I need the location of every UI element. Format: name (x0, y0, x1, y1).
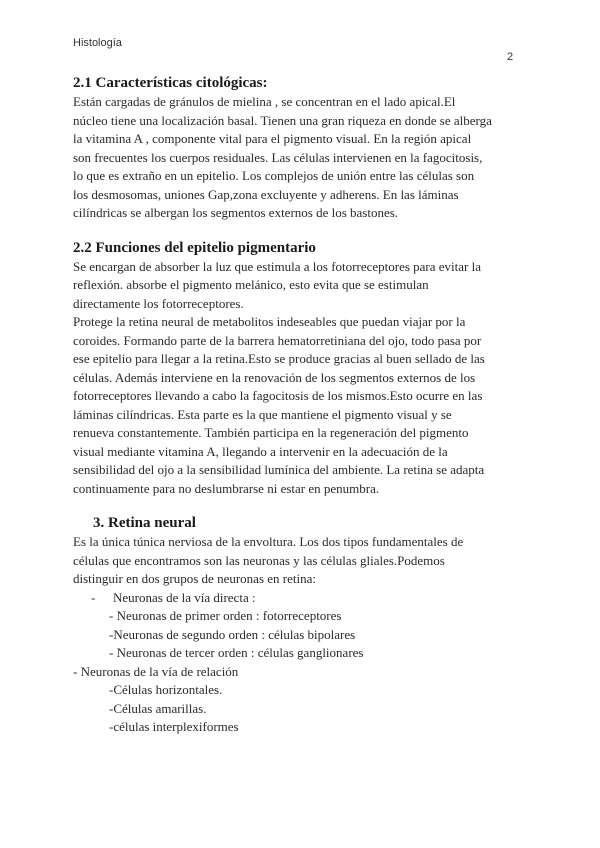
sub-list-item: -células interplexiformes (109, 719, 239, 734)
section-heading: 3. Retina neural (93, 515, 196, 531)
text-line: son frecuentes los cuerpos residuales. Las células intervienen en la fagocitosis, (73, 149, 483, 165)
section-heading: 2.2 Funciones del epitelio pigmentario (73, 239, 316, 256)
text-line: láminas cilíndricas. Esta parte es la que mantiene el pigmento visual y se (73, 406, 452, 422)
text-line: Se encargan de absorber la luz que estimula a los fotorreceptores para evitar la (73, 258, 481, 274)
text-line: coroides. Formando parte de la barrera hematorretiniana del ojo, todo pasa por (73, 332, 482, 348)
text-line: cilíndricas se albergan los segmentos externos de los bastones. (73, 205, 399, 220)
text-line: visual mediante vitamina A, llegando a intervenir en la adecuación de la (73, 443, 448, 459)
section-neural-retina (73, 514, 533, 737)
list-item-label: Neuronas de la vía directa : (113, 589, 256, 605)
text-line: núcleo tiene una localización basal. Tienen una gran riqueza en donde se alberga (73, 112, 492, 128)
text-line: células que encontramos son las neuronas y las células gliales.Podemos (73, 552, 445, 568)
text-line: Están cargadas de gránulos de mielina , se concentran en el lado apical.El (73, 94, 456, 109)
text-line: reflexión. absorbe el pigmento melánico, esto evita que se estimulan (73, 277, 429, 292)
sub-list-item: - Neuronas de tercer orden : células ganglionares (109, 645, 364, 660)
list-item: - Neuronas de la vía de relación (73, 663, 239, 679)
text-line: sensibilidad del ojo a la sensibilidad lumínica del ambiente. La retina se adapta (73, 462, 485, 477)
document-body (73, 74, 533, 737)
text-line: la vitamina A , componente vital para el pigmento visual. En la región apical (73, 131, 472, 146)
paragraph (73, 93, 533, 223)
sub-list-item: -Células amarillas. (109, 700, 207, 716)
text-line: Es la única túnica nerviosa de la envoltura. Los dos tipos fundamentales de (73, 534, 464, 549)
page-number: 2 (507, 51, 514, 63)
text-line: distinguir en dos grupos de neuronas en retina: (73, 571, 316, 586)
text-line: directamente los fotorreceptores. (73, 295, 244, 311)
text-line: fotorreceptores llevando a cabo la fagocitosis de los mismos.Esto ocurre en las (73, 388, 483, 403)
text-line: Protege la retina neural de metabolitos indeseables que puedan viajar por la (73, 314, 466, 329)
paragraph (73, 533, 533, 589)
section-functions (73, 239, 533, 499)
text-line: ese epitelio para llegar a la retina.Esto se produce gracias al buen sellado de las (73, 351, 485, 366)
document-header-title: Histología (73, 37, 122, 49)
text-line: lo que es extraño en un epitelio. Los complejos de unión entre las células son (73, 168, 475, 183)
neuron-list (73, 589, 533, 737)
text-line: células. Además interviene en la renovación de los segmentos externos de los (73, 369, 476, 385)
text-line: continuamente para no deslumbrarse ni estar en penumbra. (73, 480, 380, 496)
sub-list-item: - Neuronas de primer orden : fotorreceptores (109, 608, 342, 623)
section-characteristics (73, 74, 533, 223)
list-marker: - (91, 589, 96, 605)
text-line: los desmosomas, uniones Gap,zona excluyente y adherens. En las láminas (73, 186, 459, 202)
text-line: renueva constantemente. También participa en la regeneración del pigmento (73, 425, 469, 440)
sub-list-item: -Neuronas de segundo orden : células bipolares (109, 626, 356, 642)
section-heading: 2.1 Características citológicas: (73, 75, 268, 91)
list-item (73, 589, 533, 608)
sub-list-item: -Células horizontales. (109, 682, 223, 697)
paragraph (73, 258, 533, 499)
